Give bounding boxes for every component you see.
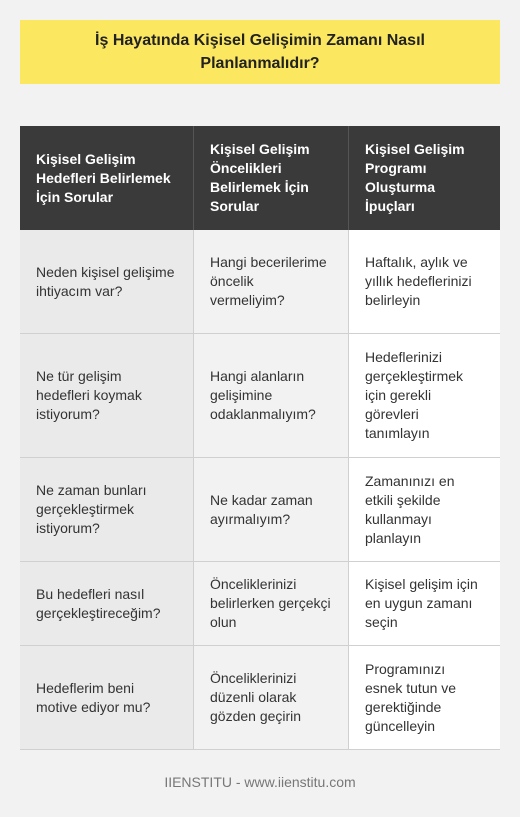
footer-credit: IIENSTITU - www.iienstitu.com xyxy=(164,774,356,790)
comparison-table xyxy=(20,126,500,750)
table-cell: Zamanınızı en etkili şekilde kullanmayı planlayın xyxy=(348,458,500,562)
table-cell: Ne kadar zaman ayırmalıyım? xyxy=(193,458,348,562)
table-cell: Hedeflerinizi gerçekleştirmek için gerekli görevleri tanımlayın xyxy=(348,334,500,458)
table-cell: Önceliklerinizi belirlerken gerçekçi olun xyxy=(193,562,348,646)
table-cell: Hedeflerim beni motive ediyor mu? xyxy=(20,646,193,750)
table-cell: Önceliklerinizi düzenli olarak gözden geçirin xyxy=(193,646,348,750)
table-cell: Hangi alanların gelişimine odaklanmalıyım? xyxy=(193,334,348,458)
title-banner xyxy=(20,20,500,84)
table-header-goals: Kişisel Gelişim Hedefleri Belirlemek İçin Sorular xyxy=(20,126,193,230)
table-header-program-tips: Kişisel Gelişim Programı Oluşturma İpuçları xyxy=(348,126,500,230)
table-cell: Haftalık, aylık ve yıllık hedeflerinizi belirleyin xyxy=(348,230,500,334)
table-cell: Kişisel gelişim için en uygun zamanı seçin xyxy=(348,562,500,646)
page-title: İş Hayatında Kişisel Gelişimin Zamanı Nasıl Planlanmalıdır? xyxy=(95,32,425,72)
table-cell: Programınızı esnek tutun ve gerektiğinde güncelleyin xyxy=(348,646,500,750)
table-cell: Bu hedefleri nasıl gerçekleştireceğim? xyxy=(20,562,193,646)
table-cell: Ne tür gelişim hedefleri koymak istiyorum? xyxy=(20,334,193,458)
table-cell: Neden kişisel gelişime ihtiyacım var? xyxy=(20,230,193,334)
table-header-priorities: Kişisel Gelişim Öncelikleri Belirlemek İçin Sorular xyxy=(193,126,348,230)
table-cell: Hangi becerilerime öncelik vermeliyim? xyxy=(193,230,348,334)
table-cell: Ne zaman bunları gerçekleştirmek istiyorum? xyxy=(20,458,193,562)
